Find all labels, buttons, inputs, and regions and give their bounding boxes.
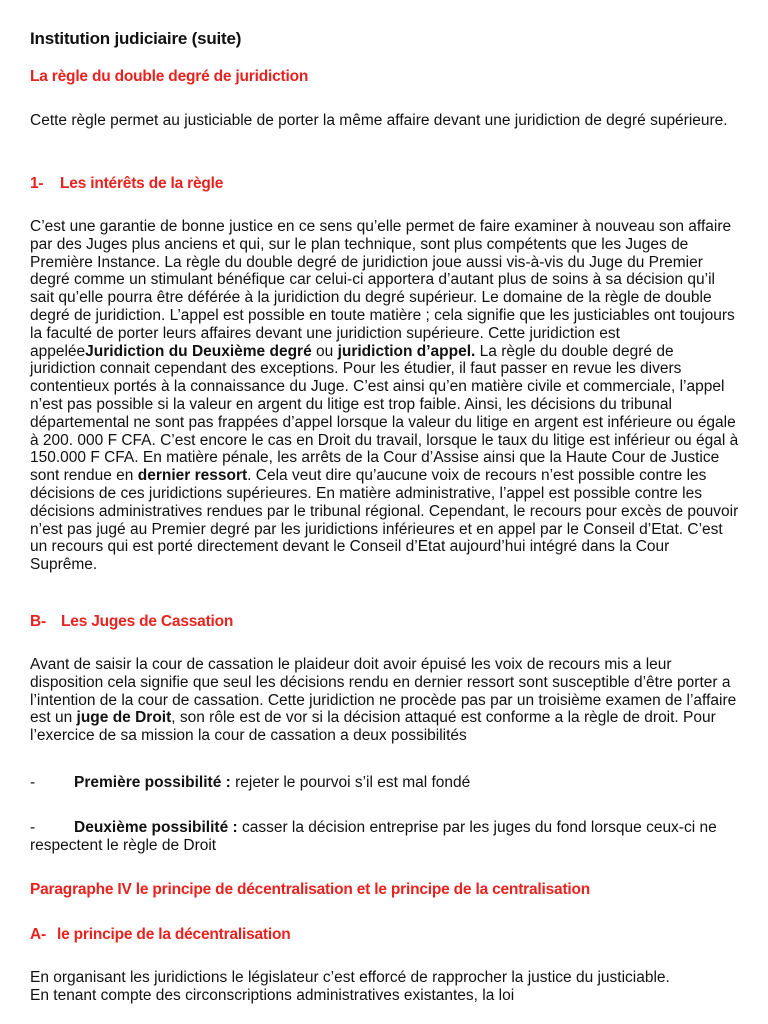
text-run: En tenant compte des circonscriptions administratives existantes, la loi — [30, 986, 515, 1004]
paragraph-rule-intro: Cette règle permet au justiciable de porter la même affaire devant une juridiction de degré supérieure. — [30, 112, 728, 129]
list-item-text: rejeter le pourvoi s’il est mal fondé — [230, 774, 471, 791]
heading-number: A- — [30, 926, 46, 943]
heading-double-degre: La règle du double degré de juridiction — [30, 68, 309, 85]
paragraph-decentralisation — [30, 969, 740, 1005]
text-run: ou — [311, 342, 338, 360]
list-dash: - — [30, 819, 36, 836]
heading-cassation — [30, 613, 740, 631]
heading-decentralisation — [30, 926, 740, 944]
text-run: C’est une garantie de bonne justice en ce sens qu’elle permet de faire examiner à nouveau son affaire par des Juges plus anciens et qui, sur le plan technique, sont plus compétents que les Juges de Première Instance. La règle du double degré de juridiction joue aussi vis-à-vis du Juge du Premier degré comme un stimulant bénéfique car celui-ci apportera d’autant plus de soins à sa décision qu’il sait qu’elle pourra être déférée à la juridiction du degré supérieur. Le domaine de la règle de double degré de juridiction. L’appel est possible en toute matière ; cela signifie que les justiciables ont toujours la faculté de porter leurs affaires devant une juridiction supérieure. Cette juridiction est appelée — [30, 218, 735, 360]
bold-term-juge-de-droit: juge de Droit — [76, 709, 172, 727]
bold-term-appel: juridiction d’appel. — [337, 342, 476, 360]
paragraph-cassation — [30, 656, 740, 745]
paragraph-interets — [30, 218, 740, 574]
heading-number: 1- — [30, 175, 44, 192]
list-item-possibility-1 — [30, 774, 740, 792]
list-item-possibility-2 — [30, 819, 740, 855]
bold-term-dernier-ressort: dernier ressort — [137, 467, 248, 485]
heading-text: Les intérêts de la règle — [60, 175, 224, 192]
heading-paragraphe-iv: Paragraphe IV le principe de décentralisation et le principe de la centralisation — [30, 881, 591, 898]
heading-number: B- — [30, 613, 46, 630]
text-run: En organisant les juridictions le législateur c’est efforcé de rapprocher la justice du justiciable. — [30, 969, 670, 986]
heading-text: Les Juges de Cassation — [61, 613, 234, 630]
heading-interets — [30, 175, 740, 193]
heading-text: le principe de la décentralisation — [57, 926, 291, 943]
bold-term-deuxieme-degre: Juridiction du Deuxième degré — [85, 342, 312, 360]
list-item-text: casser la décision entreprise par les juges du fond lorsque ceux-ci ne respectent le règle de Droit — [30, 819, 717, 854]
list-dash: - — [30, 774, 36, 791]
text-run: , son rôle est de vor si la décision attaqué est conforme a la règle de droit. Pour l’exercice de sa mission la cour de cassation a deux possibilités — [30, 709, 716, 745]
text-run: La règle du double degré de juridiction connait cependant des exceptions. Pour les étudier, il faut passer en revue les divers contentieux portés à la connaissance du Juge. C’est ainsi qu’en matière civile et commerciale, l’appel n’est pas possible si la valeur en argent du litige est trop faible. Ainsi, les décisions du tribunal départemental ne sont pas frappées d’appel lorsque la valeur du litige en argent est inférieure ou égale à 200. 000 F CFA. C’est encore le cas en Droit du travail, lorsque le taux du litige est inférieur ou égal à 150.000 F CFA. En matière pénale, les arrêts de la Cour d’Assise ainsi que la Haute Cour de Justice sont rendue en — [30, 342, 739, 485]
page-title: Institution judiciaire (suite) — [30, 29, 242, 48]
list-item-label: Deuxième possibilité : — [74, 819, 238, 836]
list-item-label: Première possibilité : — [74, 774, 231, 791]
text-run: . Cela veut dire qu’aucune voix de recours n’est possible contre les décisions de ces juridictions supérieures. En matière administrative, l’appel est possible contre les décisions administratives rendues par le tribunal régional. Cependant, le recours pour excès de pouvoir n’est pas jugé au Premier degré par les juridictions inférieures et en appel par le Conseil d’Etat. C’est un recours qui est porté directement devant le Conseil d’Etat aujourd’hui intégré dans la Cour Suprême. — [30, 467, 739, 574]
text-run: Avant de saisir la cour de cassation le plaideur doit avoir épuisé les voix de recours mis a leur disposition cela signifie que seul les décisions rendu en dernier ressort sont susceptible d’être porter a l’intention de la cour de cassation. Cette juridiction ne procède pas par un troisième examen de l’affaire est un — [30, 656, 737, 727]
